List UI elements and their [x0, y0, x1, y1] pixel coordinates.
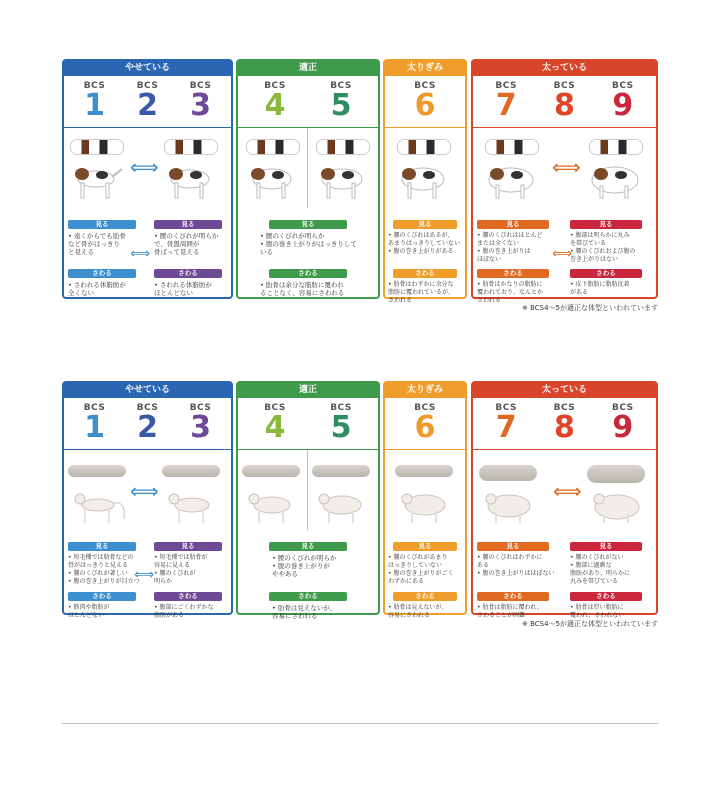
touch-tag: さわる: [393, 269, 457, 278]
panel-header: やせている: [64, 61, 231, 76]
note-text: • 腰のくびれはあるが、 あまりはっきりしていない • 腹の巻き上がりがある: [388, 232, 461, 255]
note-text: • 腰のくびれが明らか • 腹の巻き上がりがはっきりして いる: [260, 232, 357, 256]
bcs-label: BCS: [495, 81, 517, 91]
bcs-label: BCS: [83, 403, 106, 413]
bcs-number: 6: [414, 88, 436, 123]
note-text: • 筋肉や脂肪が ほとんどない: [68, 604, 110, 619]
double-arrow-icon: ⟺: [130, 479, 159, 503]
see-tag: 見る: [570, 542, 642, 551]
note-text: • 短毛種では肋骨が 容易に見える • 腰のくびれが 明らか: [154, 554, 208, 585]
panel-header: やせている: [64, 383, 231, 398]
bcs-label: BCS: [612, 403, 634, 413]
bcs-number: 4: [264, 88, 286, 123]
touch-tag: さわる: [477, 592, 549, 601]
panel-header: 適正: [238, 383, 378, 398]
see-tag: 見る: [154, 542, 222, 551]
bcs-number: 9: [612, 88, 634, 123]
bcs-number: 3: [190, 88, 211, 123]
touch-tag: さわる: [269, 592, 347, 601]
bcs-label: BCS: [264, 81, 286, 91]
page-divider: [62, 723, 658, 724]
bcs-number: 7: [495, 88, 517, 123]
bcs-label: BCS: [136, 81, 159, 91]
see-tag: 見る: [269, 542, 347, 551]
note-text: • 皮下脂肪に脂肪沈着 がある: [570, 281, 630, 296]
see-tag: 見る: [269, 220, 347, 229]
cat-panel-thin: [62, 381, 233, 619]
touch-tag: さわる: [393, 592, 457, 601]
double-arrow-icon: ⟺: [134, 567, 155, 583]
bcs-label: BCS: [189, 403, 212, 413]
note-text: • 腰のくびれはほとんど または全くない • 腹の巻き上がりは ほぼない: [477, 232, 543, 263]
touch-tag: さわる: [68, 269, 136, 278]
panel-header: 適正: [238, 61, 378, 76]
see-tag: 見る: [154, 220, 222, 229]
dog-panel-thin: [62, 59, 233, 299]
cat-bcs-chart: [62, 381, 658, 636]
cat-panel-obese: [471, 381, 658, 619]
dog-panel-heavy: [383, 59, 467, 304]
see-tag: 見る: [68, 220, 136, 229]
bcs-label: BCS: [553, 403, 576, 413]
bcs-number: 3: [190, 410, 211, 445]
bcs-label: BCS: [414, 81, 436, 91]
bcs-label: BCS: [553, 81, 576, 91]
bcs-number: 2: [137, 410, 158, 445]
bcs-number: 2: [137, 88, 158, 123]
bcs-number: 1: [84, 410, 105, 445]
note-text: • 腹部は明らかに丸み を帯びている • 腰のくびれおよび腹の 巻き上がりはない: [570, 232, 636, 263]
bcs-number: 7: [495, 410, 517, 445]
touch-tag: さわる: [68, 592, 136, 601]
double-arrow-icon: ⟺: [552, 155, 581, 179]
note-text: • 肋骨は厚い脂肪に 覆われ、さわれない: [570, 604, 625, 619]
see-tag: 見る: [393, 542, 457, 551]
bcs-number: 4: [264, 410, 286, 445]
bcs-label: BCS: [264, 403, 286, 413]
bcs-label: BCS: [330, 403, 352, 413]
bcs-label: BCS: [330, 81, 352, 91]
bcs-number: 6: [414, 410, 436, 445]
touch-tag: さわる: [154, 592, 222, 601]
note-text: • 肋骨は見えないが、 容易にさわれる: [388, 604, 448, 619]
note-text: • さわれる体脂肪が ほとんどない: [154, 281, 212, 297]
bcs-label: BCS: [414, 403, 436, 413]
note-text: • 肋骨は余分な脂肪に覆われ ることなく、容易にさわれる: [260, 281, 345, 297]
note-text: • 肋骨はかなりの脂肪に 覆われており、なんとか さわれる: [477, 281, 544, 304]
touch-tag: さわる: [154, 269, 222, 278]
note-text: • 腰のくびれが明らか • 腹の巻き上がりが ややある: [272, 554, 337, 578]
note-text: • 腰のくびれがない • 腹部に過剰な 脂肪があり、明らかに 丸みを帯びている: [570, 554, 631, 585]
touch-tag: さわる: [477, 269, 549, 278]
note-text: • 肋骨は見えないが、 容易にさわれる: [272, 604, 337, 620]
bcs-label: BCS: [83, 81, 106, 91]
touch-tag: さわる: [570, 592, 642, 601]
bcs-number: 5: [330, 410, 352, 445]
double-arrow-icon: ⟺: [552, 246, 573, 262]
footnote: ※ BCS4〜5が適正な体型といわれています: [521, 620, 658, 628]
bcs-label: BCS: [495, 403, 517, 413]
note-text: • 短毛種では肋骨などの 骨がはっきりと見える • 腰のくびれが著しい • 腹の巻き上がりが目立つ: [68, 554, 140, 585]
bcs-label: BCS: [189, 81, 212, 91]
panel-header: 太っている: [473, 61, 656, 76]
dog-panel-ideal: [236, 59, 380, 299]
note-text: • 腹部にごくわずかな 脂肪がある: [154, 604, 214, 619]
panel-header: 太りぎみ: [385, 383, 465, 398]
dog-panel-obese: [471, 59, 658, 304]
double-arrow-icon: ⟺: [130, 155, 159, 179]
note-text: • 肋骨はわずかに余分な 脂肪に覆われているが、 さわれる: [388, 281, 455, 304]
note-text: • 腰のくびれはわずかに ある • 腹の巻き上がりはほぼない: [477, 554, 555, 577]
note-text: • 腰のくびれがあまり はっきりしていない • 腹の巻き上がりがごく わずかにある: [388, 554, 454, 585]
see-tag: 見る: [68, 542, 136, 551]
see-tag: 見る: [477, 220, 549, 229]
cat-panel-heavy: [383, 381, 467, 619]
bcs-number: 1: [84, 88, 105, 123]
see-tag: 見る: [393, 220, 457, 229]
note-text: • 遠くからでも肋骨 など骨がはっきり と見える: [68, 232, 126, 256]
bcs-label: BCS: [612, 81, 634, 91]
note-text: • さわれる体脂肪が 全くない: [68, 281, 126, 297]
bcs-number: 8: [554, 410, 575, 445]
see-tag: 見る: [570, 220, 642, 229]
footnote: ※ BCS4〜5が適正な体型といわれています: [521, 304, 658, 312]
dog-bcs-chart: [62, 59, 658, 314]
panel-header: 太りぎみ: [385, 61, 465, 76]
see-tag: 見る: [477, 542, 549, 551]
panel-header: 太っている: [473, 383, 656, 398]
bcs-number: 5: [330, 88, 352, 123]
touch-tag: さわる: [570, 269, 642, 278]
note-text: • 肋骨は脂肪に覆われ、 さわることが困難: [477, 604, 543, 619]
touch-tag: さわる: [269, 269, 347, 278]
bcs-label: BCS: [136, 403, 159, 413]
note-text: • 腰のくびれが明らか で、骨盤周囲が 骨ばって見える: [154, 232, 219, 256]
double-arrow-icon: ⟺: [130, 246, 151, 262]
bcs-number: 9: [612, 410, 634, 445]
bcs-number: 8: [554, 88, 575, 123]
double-arrow-icon: ⟺: [553, 479, 582, 503]
cat-panel-ideal: [236, 381, 380, 620]
